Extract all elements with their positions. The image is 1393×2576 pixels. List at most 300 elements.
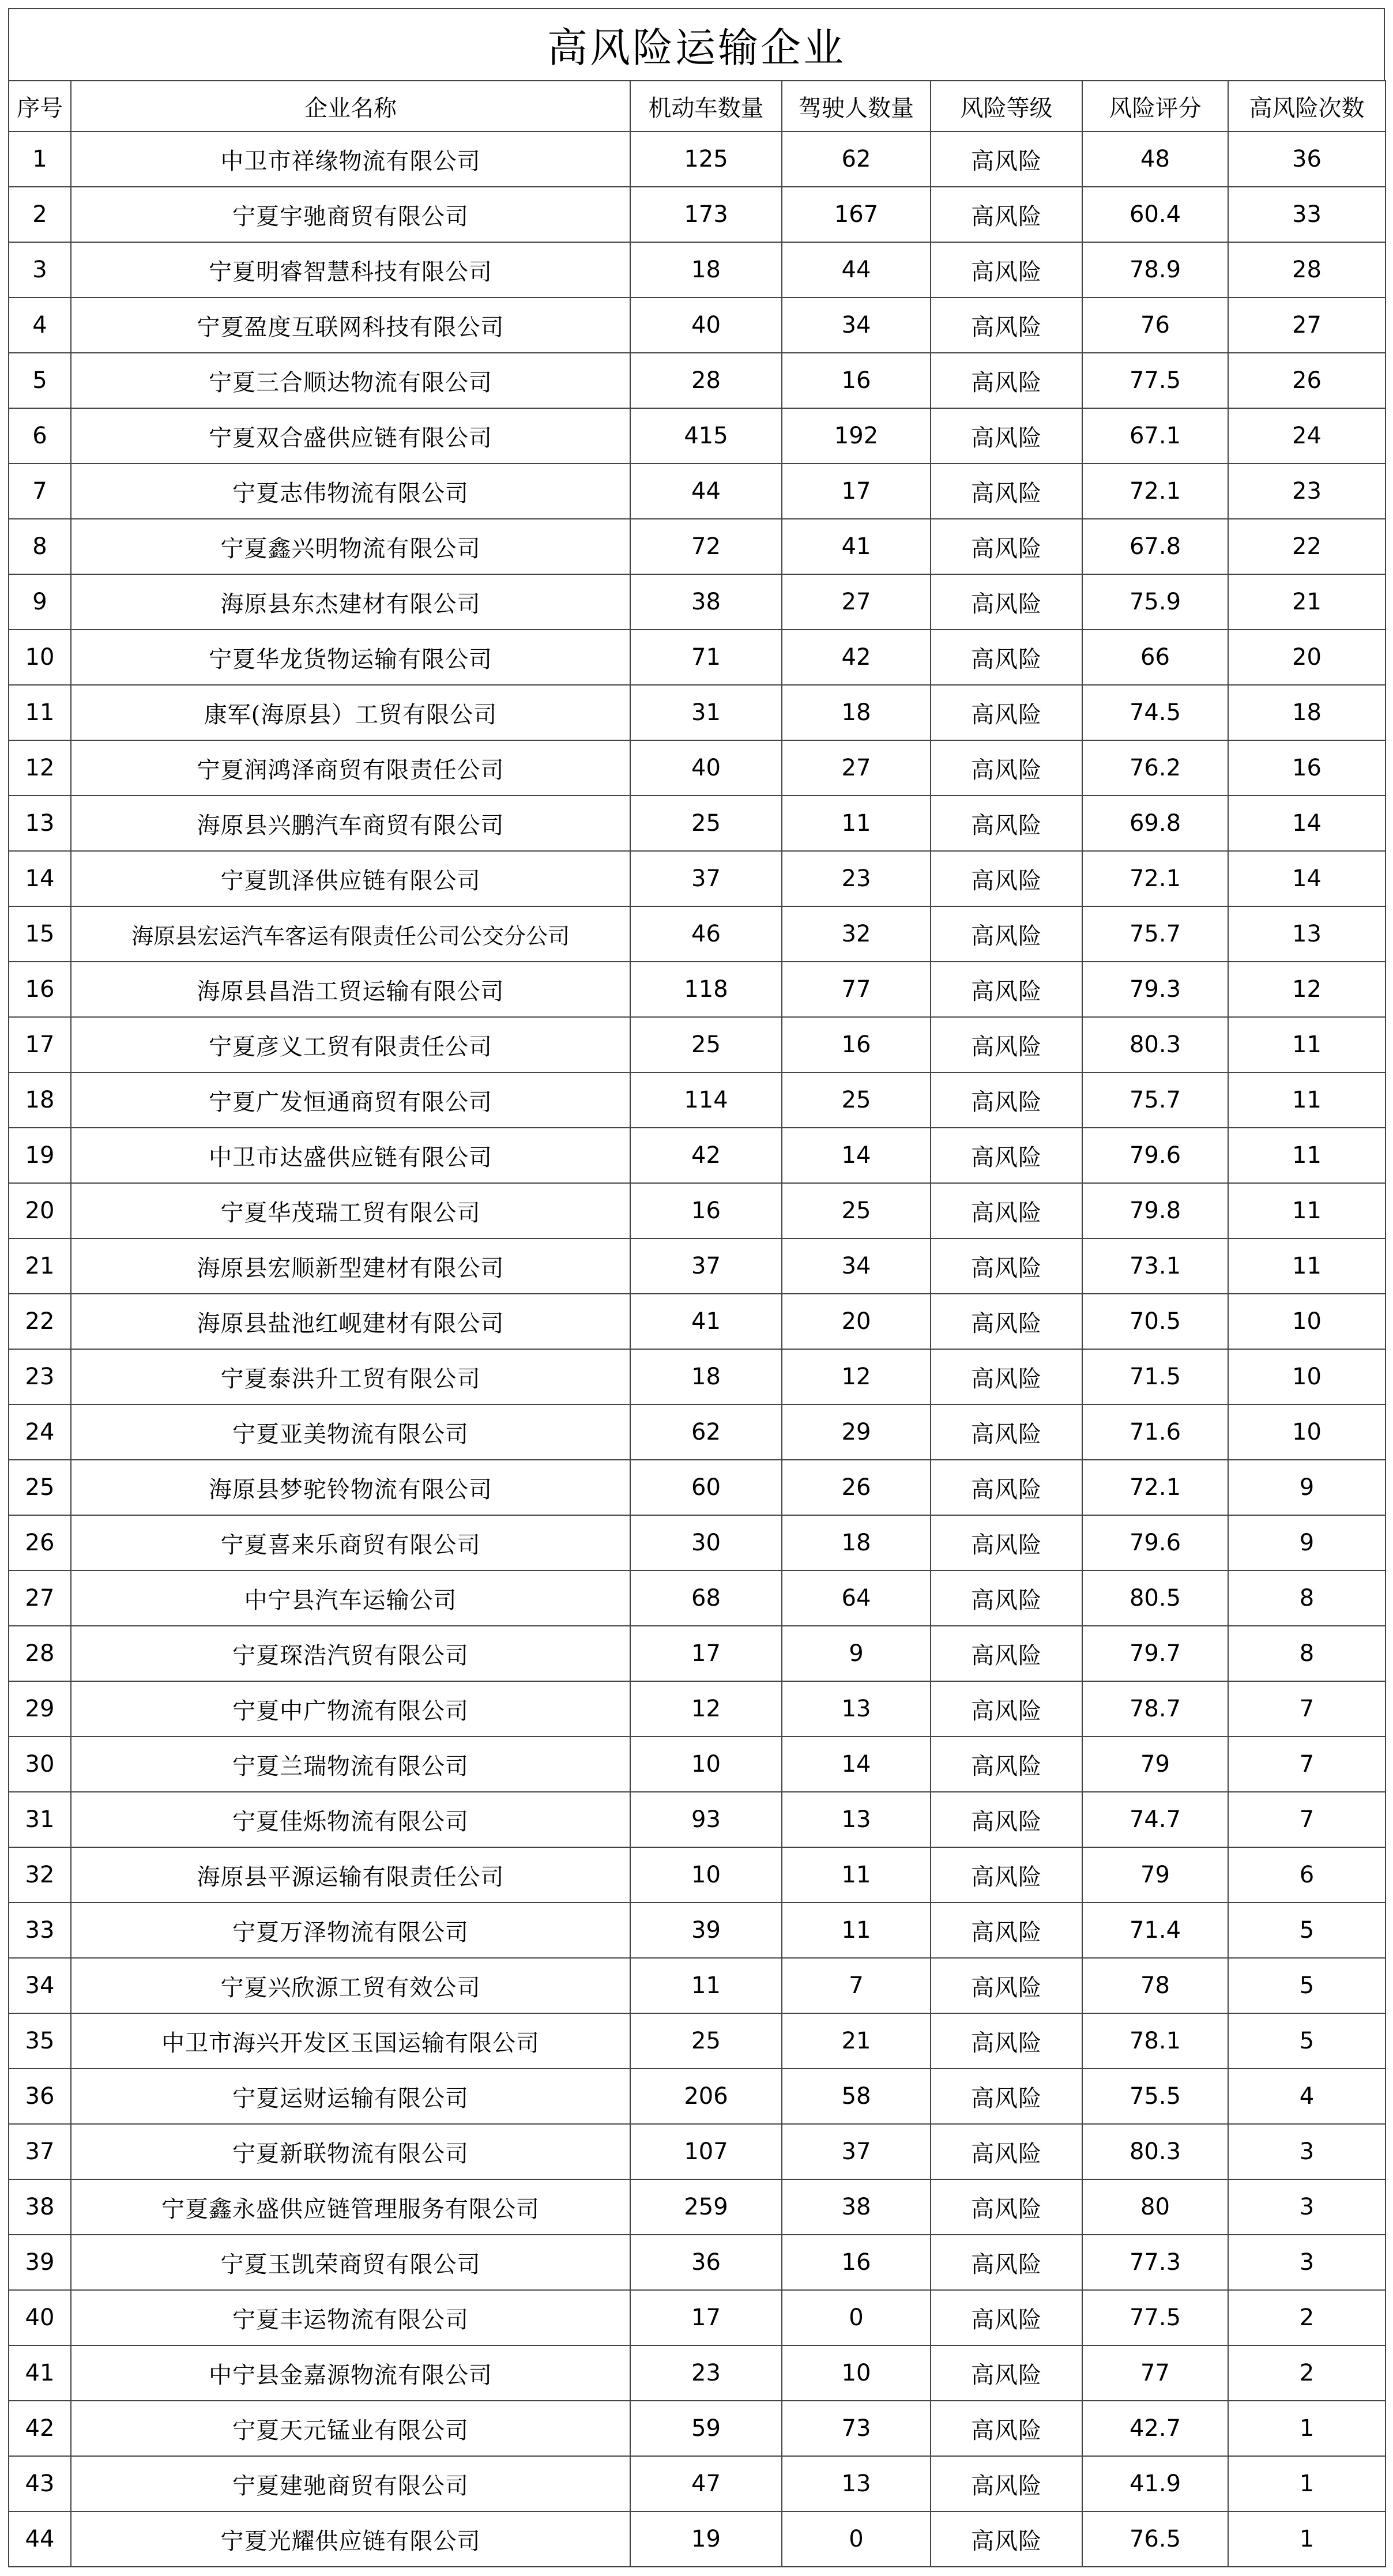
cell-count: 4	[1228, 2069, 1386, 2124]
table-row	[9, 1681, 1386, 1737]
cell-vehicles: 28	[630, 353, 782, 408]
cell-level: 高风险	[931, 2179, 1082, 2235]
table-row	[9, 1183, 1386, 1238]
cell-level: 高风险	[931, 1238, 1082, 1294]
cell-name: 宁夏双合盛供应链有限公司	[71, 408, 630, 464]
cell-level: 高风险	[931, 1128, 1082, 1183]
table-row	[9, 1571, 1386, 1626]
cell-count: 13	[1228, 906, 1386, 962]
cell-index: 13	[9, 796, 71, 851]
cell-score: 80	[1082, 2179, 1228, 2235]
table-row	[9, 685, 1386, 740]
cell-name: 宁夏宇驰商贸有限公司	[71, 187, 630, 242]
cell-level: 高风险	[931, 2013, 1082, 2069]
cell-level: 高风险	[931, 1404, 1082, 1460]
cell-drivers: 41	[782, 519, 931, 574]
cell-level: 高风险	[931, 1903, 1082, 1958]
cell-vehicles: 118	[630, 962, 782, 1017]
cell-vehicles: 38	[630, 574, 782, 630]
cell-count: 26	[1228, 353, 1386, 408]
cell-score: 73.1	[1082, 1238, 1228, 1294]
table-row	[9, 187, 1386, 242]
cell-name: 中宁县汽车运输公司	[71, 1571, 630, 1626]
cell-name: 中卫市达盛供应链有限公司	[71, 1128, 630, 1183]
cell-vehicles: 72	[630, 519, 782, 574]
cell-count: 7	[1228, 1792, 1386, 1847]
cell-level: 高风险	[931, 2345, 1082, 2401]
cell-name: 海原县宏顺新型建材有限公司	[71, 1238, 630, 1294]
header-name: 企业名称	[71, 81, 630, 131]
cell-score: 74.5	[1082, 685, 1228, 740]
cell-count: 11	[1228, 1238, 1386, 1294]
cell-count: 14	[1228, 851, 1386, 906]
cell-vehicles: 11	[630, 1958, 782, 2013]
table-row	[9, 1072, 1386, 1128]
cell-vehicles: 125	[630, 131, 782, 187]
sheet-title: 高风险运输企业	[8, 8, 1385, 80]
cell-drivers: 17	[782, 464, 931, 519]
cell-name: 宁夏喜来乐商贸有限公司	[71, 1515, 630, 1571]
cell-name: 宁夏丰运物流有限公司	[71, 2290, 630, 2345]
cell-count: 1	[1228, 2511, 1386, 2567]
cell-count: 14	[1228, 796, 1386, 851]
cell-index: 10	[9, 630, 71, 685]
cell-drivers: 73	[782, 2401, 931, 2456]
cell-count: 11	[1228, 1072, 1386, 1128]
cell-level: 高风险	[931, 464, 1082, 519]
cell-index: 6	[9, 408, 71, 464]
cell-drivers: 62	[782, 131, 931, 187]
cell-score: 69.8	[1082, 796, 1228, 851]
cell-vehicles: 17	[630, 1626, 782, 1681]
cell-index: 38	[9, 2179, 71, 2235]
cell-name: 宁夏三合顺达物流有限公司	[71, 353, 630, 408]
cell-name: 宁夏琛浩汽贸有限公司	[71, 1626, 630, 1681]
cell-name: 宁夏天元锰业有限公司	[71, 2401, 630, 2456]
cell-score: 48	[1082, 131, 1228, 187]
cell-drivers: 167	[782, 187, 931, 242]
cell-name: 中宁县金嘉源物流有限公司	[71, 2345, 630, 2401]
cell-index: 37	[9, 2124, 71, 2179]
cell-count: 12	[1228, 962, 1386, 1017]
cell-level: 高风险	[931, 1571, 1082, 1626]
cell-vehicles: 107	[630, 2124, 782, 2179]
cell-vehicles: 62	[630, 1404, 782, 1460]
cell-drivers: 21	[782, 2013, 931, 2069]
cell-level: 高风险	[931, 2456, 1082, 2511]
cell-index: 5	[9, 353, 71, 408]
table-row	[9, 408, 1386, 464]
cell-count: 2	[1228, 2290, 1386, 2345]
cell-name: 宁夏盈度互联网科技有限公司	[71, 297, 630, 353]
cell-count: 8	[1228, 1571, 1386, 1626]
cell-level: 高风险	[931, 2235, 1082, 2290]
table-row	[9, 2345, 1386, 2401]
cell-level: 高风险	[931, 1792, 1082, 1847]
cell-count: 27	[1228, 297, 1386, 353]
table-row	[9, 519, 1386, 574]
cell-index: 4	[9, 297, 71, 353]
cell-score: 42.7	[1082, 2401, 1228, 2456]
cell-count: 1	[1228, 2401, 1386, 2456]
cell-name: 宁夏鑫兴明物流有限公司	[71, 519, 630, 574]
cell-index: 2	[9, 187, 71, 242]
cell-score: 67.1	[1082, 408, 1228, 464]
cell-vehicles: 59	[630, 2401, 782, 2456]
table-row	[9, 2124, 1386, 2179]
cell-drivers: 34	[782, 1238, 931, 1294]
cell-count: 7	[1228, 1737, 1386, 1792]
cell-level: 高风险	[931, 2401, 1082, 2456]
cell-index: 25	[9, 1460, 71, 1515]
cell-level: 高风险	[931, 851, 1082, 906]
cell-vehicles: 46	[630, 906, 782, 962]
table-row	[9, 1792, 1386, 1847]
cell-drivers: 192	[782, 408, 931, 464]
cell-drivers: 14	[782, 1737, 931, 1792]
cell-level: 高风险	[931, 906, 1082, 962]
cell-level: 高风险	[931, 630, 1082, 685]
cell-level: 高风险	[931, 574, 1082, 630]
table-row	[9, 353, 1386, 408]
cell-score: 76.2	[1082, 740, 1228, 796]
cell-vehicles: 44	[630, 464, 782, 519]
cell-vehicles: 60	[630, 1460, 782, 1515]
cell-level: 高风险	[931, 1349, 1082, 1404]
header-index: 序号	[9, 81, 71, 131]
table-row	[9, 962, 1386, 1017]
cell-index: 29	[9, 1681, 71, 1737]
enterprise-table	[8, 80, 1386, 2567]
cell-index: 22	[9, 1294, 71, 1349]
table-row	[9, 2013, 1386, 2069]
cell-level: 高风险	[931, 1460, 1082, 1515]
cell-vehicles: 25	[630, 796, 782, 851]
cell-index: 3	[9, 242, 71, 297]
cell-drivers: 13	[782, 2456, 931, 2511]
cell-count: 11	[1228, 1128, 1386, 1183]
cell-vehicles: 25	[630, 2013, 782, 2069]
table-row	[9, 2179, 1386, 2235]
cell-drivers: 0	[782, 2511, 931, 2567]
cell-vehicles: 37	[630, 1238, 782, 1294]
cell-score: 70.5	[1082, 1294, 1228, 1349]
cell-count: 2	[1228, 2345, 1386, 2401]
cell-vehicles: 10	[630, 1847, 782, 1903]
cell-drivers: 12	[782, 1349, 931, 1404]
cell-score: 78	[1082, 1958, 1228, 2013]
cell-level: 高风险	[931, 519, 1082, 574]
table-row	[9, 1404, 1386, 1460]
cell-level: 高风险	[931, 187, 1082, 242]
cell-level: 高风险	[931, 131, 1082, 187]
spreadsheet	[8, 8, 1385, 2567]
cell-drivers: 20	[782, 1294, 931, 1349]
cell-count: 22	[1228, 519, 1386, 574]
cell-score: 75.7	[1082, 1072, 1228, 1128]
cell-score: 77.5	[1082, 2290, 1228, 2345]
cell-name: 宁夏鑫永盛供应链管理服务有限公司	[71, 2179, 630, 2235]
table-row	[9, 2456, 1386, 2511]
cell-score: 71.4	[1082, 1903, 1228, 1958]
cell-vehicles: 19	[630, 2511, 782, 2567]
cell-count: 28	[1228, 242, 1386, 297]
cell-score: 78.9	[1082, 242, 1228, 297]
cell-index: 39	[9, 2235, 71, 2290]
cell-level: 高风险	[931, 1681, 1082, 1737]
cell-count: 5	[1228, 1903, 1386, 1958]
cell-index: 26	[9, 1515, 71, 1571]
cell-level: 高风险	[931, 2124, 1082, 2179]
cell-vehicles: 415	[630, 408, 782, 464]
table-row	[9, 464, 1386, 519]
table-row	[9, 2290, 1386, 2345]
cell-level: 高风险	[931, 962, 1082, 1017]
cell-vehicles: 93	[630, 1792, 782, 1847]
cell-drivers: 11	[782, 1847, 931, 1903]
cell-level: 高风险	[931, 1626, 1082, 1681]
cell-count: 20	[1228, 630, 1386, 685]
cell-index: 34	[9, 1958, 71, 2013]
cell-count: 23	[1228, 464, 1386, 519]
cell-vehicles: 114	[630, 1072, 782, 1128]
cell-name: 海原县东杰建材有限公司	[71, 574, 630, 630]
cell-name: 宁夏玉凯荣商贸有限公司	[71, 2235, 630, 2290]
cell-drivers: 77	[782, 962, 931, 1017]
table-row	[9, 851, 1386, 906]
cell-score: 80.3	[1082, 2124, 1228, 2179]
cell-level: 高风险	[931, 2290, 1082, 2345]
cell-vehicles: 30	[630, 1515, 782, 1571]
header-count: 高风险次数	[1228, 81, 1386, 131]
cell-score: 79	[1082, 1847, 1228, 1903]
cell-vehicles: 40	[630, 740, 782, 796]
cell-index: 1	[9, 131, 71, 187]
cell-index: 28	[9, 1626, 71, 1681]
cell-count: 1	[1228, 2456, 1386, 2511]
cell-count: 8	[1228, 1626, 1386, 1681]
cell-drivers: 29	[782, 1404, 931, 1460]
cell-name: 宁夏泰洪升工贸有限公司	[71, 1349, 630, 1404]
cell-count: 9	[1228, 1515, 1386, 1571]
cell-level: 高风险	[931, 2069, 1082, 2124]
cell-drivers: 13	[782, 1792, 931, 1847]
cell-score: 66	[1082, 630, 1228, 685]
cell-name: 中卫市海兴开发区玉国运输有限公司	[71, 2013, 630, 2069]
cell-index: 19	[9, 1128, 71, 1183]
cell-count: 9	[1228, 1460, 1386, 1515]
cell-drivers: 18	[782, 685, 931, 740]
cell-vehicles: 47	[630, 2456, 782, 2511]
cell-vehicles: 41	[630, 1294, 782, 1349]
cell-drivers: 9	[782, 1626, 931, 1681]
cell-level: 高风险	[931, 1737, 1082, 1792]
cell-name: 宁夏润鸿泽商贸有限责任公司	[71, 740, 630, 796]
cell-level: 高风险	[931, 353, 1082, 408]
cell-count: 16	[1228, 740, 1386, 796]
cell-drivers: 25	[782, 1183, 931, 1238]
cell-index: 11	[9, 685, 71, 740]
cell-vehicles: 23	[630, 2345, 782, 2401]
cell-name: 宁夏光耀供应链有限公司	[71, 2511, 630, 2567]
table-row	[9, 2235, 1386, 2290]
cell-score: 79	[1082, 1737, 1228, 1792]
cell-vehicles: 37	[630, 851, 782, 906]
cell-drivers: 10	[782, 2345, 931, 2401]
cell-vehicles: 36	[630, 2235, 782, 2290]
cell-index: 31	[9, 1792, 71, 1847]
table-row	[9, 1460, 1386, 1515]
cell-index: 42	[9, 2401, 71, 2456]
cell-score: 79.6	[1082, 1128, 1228, 1183]
cell-name: 宁夏新联物流有限公司	[71, 2124, 630, 2179]
cell-index: 17	[9, 1017, 71, 1072]
cell-count: 3	[1228, 2179, 1386, 2235]
cell-index: 32	[9, 1847, 71, 1903]
cell-name: 宁夏志伟物流有限公司	[71, 464, 630, 519]
cell-name: 海原县盐池红岘建材有限公司	[71, 1294, 630, 1349]
cell-vehicles: 18	[630, 242, 782, 297]
table-row	[9, 1903, 1386, 1958]
cell-index: 41	[9, 2345, 71, 2401]
cell-vehicles: 10	[630, 1737, 782, 1792]
cell-vehicles: 42	[630, 1128, 782, 1183]
cell-score: 72.1	[1082, 1460, 1228, 1515]
cell-index: 16	[9, 962, 71, 1017]
cell-score: 72.1	[1082, 464, 1228, 519]
cell-name: 宁夏万泽物流有限公司	[71, 1903, 630, 1958]
cell-name: 宁夏中广物流有限公司	[71, 1681, 630, 1737]
cell-drivers: 11	[782, 796, 931, 851]
cell-name: 宁夏广发恒通商贸有限公司	[71, 1072, 630, 1128]
cell-index: 27	[9, 1571, 71, 1626]
cell-drivers: 64	[782, 1571, 931, 1626]
table-row	[9, 1515, 1386, 1571]
cell-vehicles: 31	[630, 685, 782, 740]
cell-score: 76	[1082, 297, 1228, 353]
cell-drivers: 37	[782, 2124, 931, 2179]
cell-index: 15	[9, 906, 71, 962]
cell-count: 5	[1228, 1958, 1386, 2013]
cell-index: 21	[9, 1238, 71, 1294]
header-level: 风险等级	[931, 81, 1082, 131]
table-row	[9, 796, 1386, 851]
cell-score: 79.7	[1082, 1626, 1228, 1681]
cell-score: 74.7	[1082, 1792, 1228, 1847]
cell-name: 中卫市祥缘物流有限公司	[71, 131, 630, 187]
cell-score: 78.7	[1082, 1681, 1228, 1737]
cell-level: 高风险	[931, 242, 1082, 297]
cell-score: 75.5	[1082, 2069, 1228, 2124]
cell-index: 30	[9, 1737, 71, 1792]
cell-vehicles: 25	[630, 1017, 782, 1072]
cell-name: 宁夏凯泽供应链有限公司	[71, 851, 630, 906]
cell-score: 67.8	[1082, 519, 1228, 574]
cell-index: 9	[9, 574, 71, 630]
table-row	[9, 1737, 1386, 1792]
cell-level: 高风险	[931, 1017, 1082, 1072]
table-row	[9, 297, 1386, 353]
table-row	[9, 1128, 1386, 1183]
cell-vehicles: 206	[630, 2069, 782, 2124]
cell-score: 72.1	[1082, 851, 1228, 906]
cell-count: 3	[1228, 2235, 1386, 2290]
table-row	[9, 740, 1386, 796]
cell-vehicles: 12	[630, 1681, 782, 1737]
cell-name: 海原县兴鹏汽车商贸有限公司	[71, 796, 630, 851]
cell-level: 高风险	[931, 685, 1082, 740]
cell-vehicles: 173	[630, 187, 782, 242]
table-row	[9, 1017, 1386, 1072]
cell-drivers: 18	[782, 1515, 931, 1571]
cell-vehicles: 39	[630, 1903, 782, 1958]
table-row	[9, 1349, 1386, 1404]
cell-score: 80.3	[1082, 1017, 1228, 1072]
cell-index: 24	[9, 1404, 71, 1460]
cell-name: 海原县平源运输有限责任公司	[71, 1847, 630, 1903]
table-row	[9, 1847, 1386, 1903]
cell-vehicles: 16	[630, 1183, 782, 1238]
cell-count: 33	[1228, 187, 1386, 242]
cell-name: 海原县梦驼铃物流有限公司	[71, 1460, 630, 1515]
cell-level: 高风险	[931, 1515, 1082, 1571]
cell-score: 75.9	[1082, 574, 1228, 630]
cell-drivers: 14	[782, 1128, 931, 1183]
header-drivers: 驾驶人数量	[782, 81, 931, 131]
cell-count: 10	[1228, 1404, 1386, 1460]
header-row	[9, 81, 1386, 131]
cell-name: 宁夏亚美物流有限公司	[71, 1404, 630, 1460]
cell-name: 康军(海原县）工贸有限公司	[71, 685, 630, 740]
cell-name: 宁夏运财运输有限公司	[71, 2069, 630, 2124]
cell-level: 高风险	[931, 408, 1082, 464]
cell-count: 11	[1228, 1183, 1386, 1238]
cell-vehicles: 259	[630, 2179, 782, 2235]
cell-count: 7	[1228, 1681, 1386, 1737]
table-row	[9, 2069, 1386, 2124]
cell-index: 18	[9, 1072, 71, 1128]
table-row	[9, 242, 1386, 297]
cell-count: 6	[1228, 1847, 1386, 1903]
cell-index: 35	[9, 2013, 71, 2069]
cell-drivers: 25	[782, 1072, 931, 1128]
cell-vehicles: 40	[630, 297, 782, 353]
cell-drivers: 13	[782, 1681, 931, 1737]
cell-index: 36	[9, 2069, 71, 2124]
cell-count: 11	[1228, 1017, 1386, 1072]
cell-name: 宁夏佳烁物流有限公司	[71, 1792, 630, 1847]
cell-index: 40	[9, 2290, 71, 2345]
cell-count: 10	[1228, 1294, 1386, 1349]
cell-name: 宁夏华龙货物运输有限公司	[71, 630, 630, 685]
cell-index: 44	[9, 2511, 71, 2567]
cell-count: 10	[1228, 1349, 1386, 1404]
cell-level: 高风险	[931, 297, 1082, 353]
cell-index: 14	[9, 851, 71, 906]
table-row	[9, 574, 1386, 630]
cell-score: 79.6	[1082, 1515, 1228, 1571]
cell-index: 33	[9, 1903, 71, 1958]
cell-drivers: 42	[782, 630, 931, 685]
header-score: 风险评分	[1082, 81, 1228, 131]
cell-level: 高风险	[931, 740, 1082, 796]
cell-score: 79.3	[1082, 962, 1228, 1017]
cell-vehicles: 17	[630, 2290, 782, 2345]
table-row	[9, 2511, 1386, 2567]
cell-name: 宁夏建驰商贸有限公司	[71, 2456, 630, 2511]
cell-drivers: 58	[782, 2069, 931, 2124]
cell-index: 23	[9, 1349, 71, 1404]
